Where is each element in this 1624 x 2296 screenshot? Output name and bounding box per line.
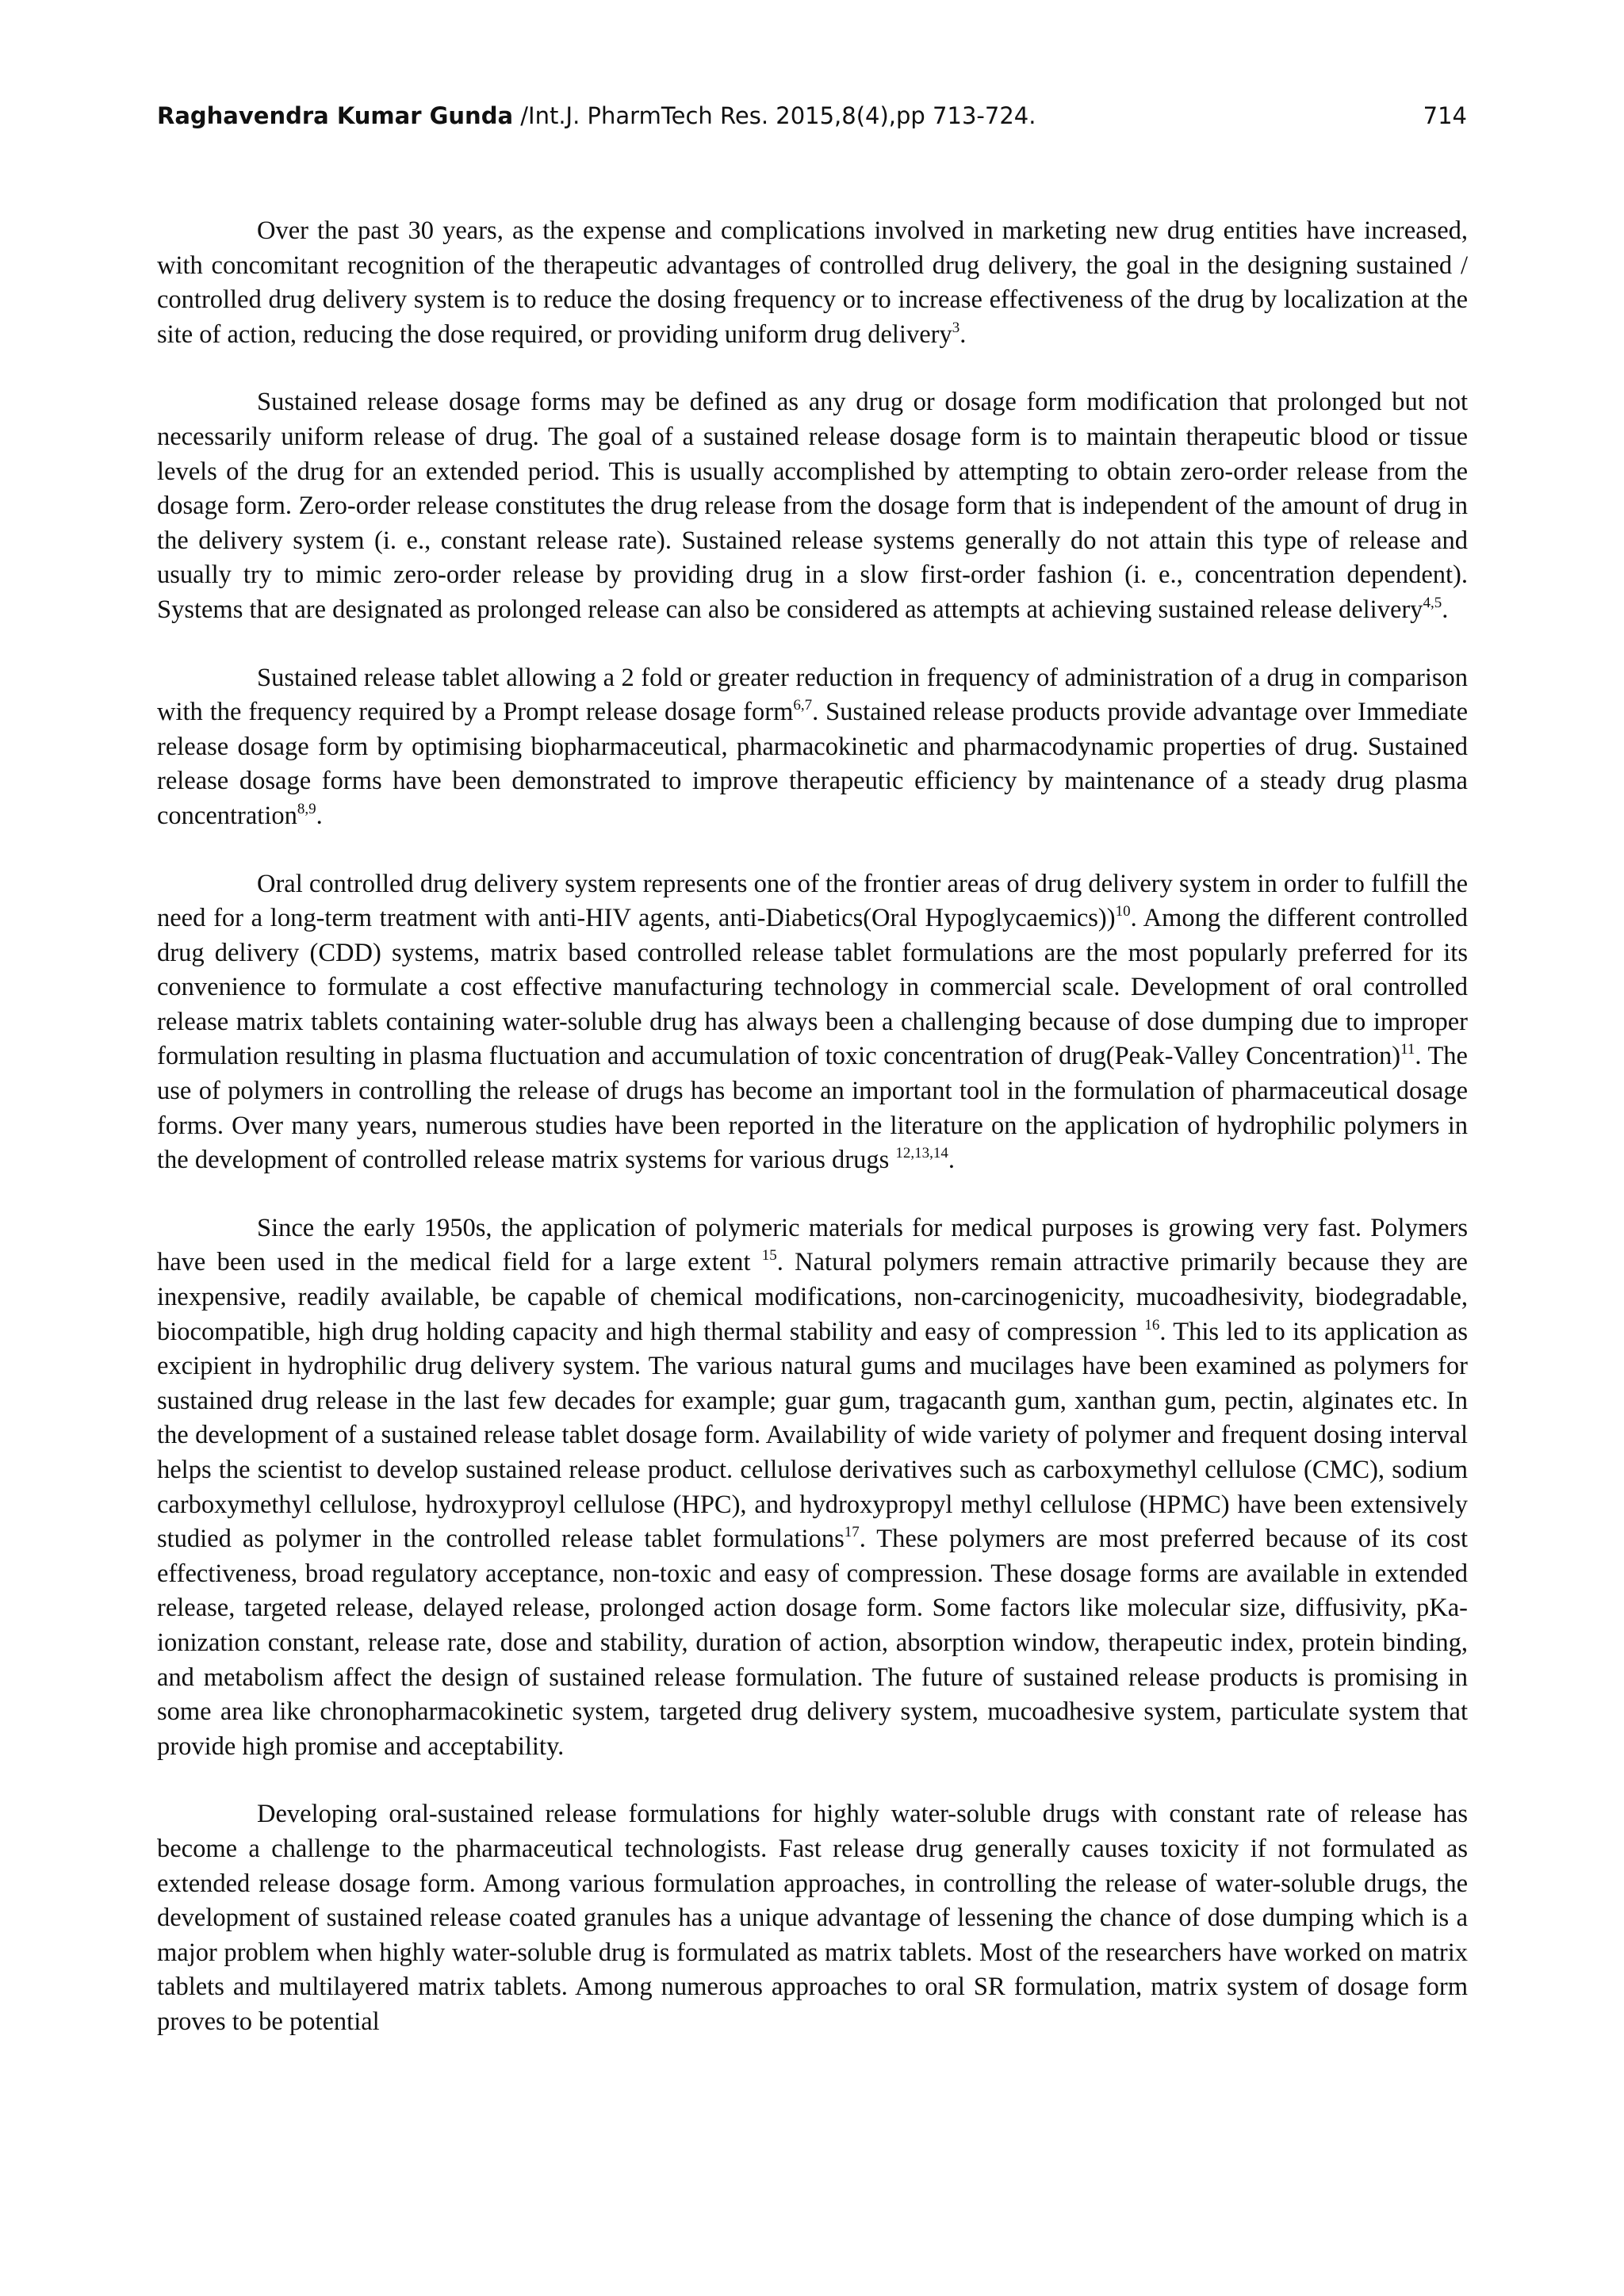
- citation-ref: 11: [1400, 1041, 1415, 1058]
- paragraph-text: . The use of polymers in controlling the release of drugs has become an important tool in the formulation of pharmaceutical dosage forms. Over many years, numerous studies have been reported in the literature on the application of hydrophilic polymers in the development of controlled release matrix systems for various drugs: [157, 1042, 1468, 1175]
- article-body: [157, 214, 1468, 2040]
- paragraph-5: [157, 1211, 1468, 1765]
- page-number: 714: [1423, 102, 1467, 129]
- citation-ref: 12,13,14: [895, 1145, 948, 1162]
- paragraph-text: .: [316, 801, 323, 830]
- paragraph-text: .: [948, 1146, 956, 1175]
- paragraph-text: Developing oral-sustained release formulations for highly water-soluble drugs with constant rate of release has become a challenge to the pharmaceutical technologists. Fast release drug generally causes toxicity if not formulated as extended release dosage form. Among various formulation approaches, in controlling the release of water-soluble drugs, the development of sustained release coated granules has a unique advantage of lessening the chance of dose dumping which is a major problem when highly water-soluble drug is formulated as matrix tablets. Most of the researchers have worked on matrix tablets and multilayered matrix tablets. Among numerous approaches to oral SR formulation, matrix system of dosage form proves to be potential: [157, 1800, 1468, 2036]
- paragraph-text: Sustained release dosage forms may be defined as any drug or dosage form modification that prolonged but not necessarily uniform release of drug. The goal of a sustained release dosage form is to maintain therapeutic blood or tissue levels of the drug for an extended period. This is usually accomplished by attempting to obtain zero-order release from the dosage form. Zero-order release constitutes the drug release from the dosage form that is independent of the amount of drug in the delivery system (i. e., constant release rate). Sustained release systems generally do not attain this type of release and usually try to mimic zero-order release by providing drug in a slow first-order fashion (i. e., concentration dependent). Systems that are designated as prolonged release can also be considered as attempts at achieving sustained release delivery: [157, 388, 1468, 624]
- header-author: Raghavendra Kumar Gunda: [157, 102, 514, 129]
- citation-ref: 8,9: [297, 800, 316, 817]
- citation-ref: 15: [761, 1247, 777, 1265]
- paragraph-6: [157, 1797, 1468, 2039]
- paragraph-text: Sustained release tablet allowing a 2 fold or greater reduction in frequency of administration of a drug in comparison with the frequency required by a Prompt release dosage form: [157, 663, 1468, 727]
- paragraph-4: [157, 867, 1468, 1178]
- paragraph-2: [157, 385, 1468, 627]
- paragraph-text: . Among the different controlled drug delivery (CDD) systems, matrix based controlled release tablet formulations are the most popularly preferred for its convenience to formulate a cost effective manufacturing technology in commercial scale. Development of oral controlled release matrix tablets containing water-soluble drug has always been a challenging because of dose dumping due to improper formulation resulting in plasma fluctuation and accumulation of toxic concentration of drug(Peak-Valley Concentration): [157, 904, 1469, 1071]
- citation-ref: 4,5: [1423, 594, 1442, 611]
- paragraph-text: . This led to its application as excipient in hydrophilic drug delivery system. The various natural gums and mucilages have been examined as polymers for sustained drug release in the last few decades for example; guar gum, tragacanth gum, xanthan gum, pectin, alginates etc. In the development of a sustained release tablet dosage form. Availability of wide variety of polymer and frequent dosing interval helps the scientist to develop sustained release product. cellulose derivatives such as carboxymethyl cellulose (CMC), sodium carboxymethyl cellulose, hydroxyproyl cellulose (HPC), and hydroxypropyl methyl cellulose (HPMC) have been extensively studied as polymer in the controlled release tablet formulations: [157, 1317, 1468, 1554]
- paragraph-text: . These polymers are most preferred because of its cost effectiveness, broad regulatory acceptance, non-toxic and easy of compression. These dosage forms are available in extended release, targeted release, delayed release, prolonged action dosage form. Some factors like molecular size, diffusivity, pKa-ionization constant, release rate, dose and stability, duration of action, absorption window, therapeutic index, protein binding, and metabolism affect the design of sustained release formulation. The future of sustained release products is promising in some area like chronopharmacokinetic system, targeted drug delivery system, mucoadhesive system, particulate system that provide high promise and acceptability.: [157, 1525, 1468, 1761]
- citation-ref: 17: [844, 1524, 860, 1541]
- paragraph-1: [157, 214, 1468, 352]
- citation-ref: 16: [1144, 1316, 1160, 1334]
- citation-ref: 6,7: [793, 697, 813, 714]
- header-citation: /Int.J. PharmTech Res. 2015,8(4),pp 713-724.: [513, 102, 1036, 129]
- citation-ref: 10: [1115, 903, 1131, 920]
- paragraph-text: .: [959, 320, 967, 349]
- paragraph-text: Over the past 30 years, as the expense and complications involved in marketing new drug entities have increased, with concomitant recognition of the therapeutic advantages of controlled drug delivery, the goal in the designing sustained / controlled drug delivery system is to reduce the dosing frequency or to increase effectiveness of the drug by localization at the site of action, reducing the dose required, or providing uniform drug delivery: [157, 216, 1468, 349]
- paragraph-text: . Sustained release products provide advantage over Immediate release dosage form by optimising biopharmaceutical, pharmacokinetic and pharmacodynamic properties of drug. Sustained release dosage forms have been demonstrated to improve therapeutic efficiency by maintenance of a steady drug plasma concentration: [157, 698, 1469, 830]
- paragraph-text: .: [1442, 595, 1449, 624]
- paragraph-text: . Natural polymers remain attractive primarily because they are inexpensive, readily available, be capable of chemical modifications, non-carcinogenicity, mucoadhesivity, biodegradable, biocompatible, high drug holding capacity and high thermal stability and easy of compression: [157, 1248, 1468, 1346]
- citation-ref: 3: [952, 319, 960, 336]
- paragraph-text: Since the early 1950s, the application of polymeric materials for medical purposes is growing very fast. Polymers have been used in the medical field for a large extent: [157, 1213, 1468, 1277]
- running-header: [157, 98, 1467, 133]
- paragraph-3: [157, 661, 1468, 834]
- paragraph-text: Oral controlled drug delivery system represents one of the frontier areas of drug delivery system in order to fulfill the need for a long-term treatment with anti-HIV agents, anti-Diabetics(Oral Hypoglycaemics)): [157, 869, 1468, 933]
